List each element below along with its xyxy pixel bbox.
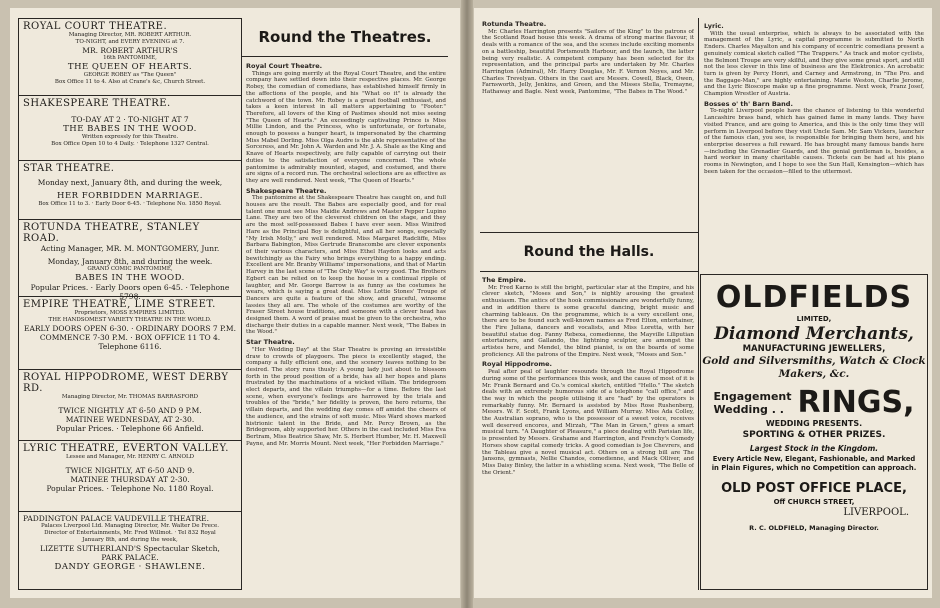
halls-column-wrapper	[480, 18, 699, 590]
section-body: Mr. Charles Harrington presents "Sailors of the King" to the patrons of the Scotland Road house this week. A drama of strong marine flavour, it deals with a romance of the sea, and the scenes include exciting moments on a battleship, beautiful Portsmouth Harbour, and the launch, the latter being very realistic. A competent company has been selected for its representation, and the principal parts are undertaken by Mr. Charles Harrington (Admiral), Mr. Harry Douglas, Mr. F. Vernon Noyes, and Mr. Charles Trevelyan. Others in the cast are Messrs. Cowell, Black, Owen, Farnsworth, Jelly, Jenkins, and Green, and the Misses Stella, Tremayne, Hathaway and Bagle. Next week, Pantomime, "The Babes in The Wood."	[482, 28, 694, 96]
ad-empire: EMPIRE THEATRE, LIME STREET. Proprietors, MOSS EMPIRES LIMITED. THE HANDSOMEST VARIETY THEATRE IN THE WORLD. EARLY DOORS OPEN 6-30. · ORDINARY DOORS 7 P.M. COMMENCE 7-30 P.M. · BOX OFFICE 11 TO 4. Telephone 6116.	[19, 297, 241, 370]
oldfields-advertisement: OLDFIELDS LIMITED, Diamond Merchants, MANUFACTURING JEWELLERS, Gold and Silversmiths, Watch & Clock Makers, &c. Engagement Wedding . . RINGS, WEDDING PRESENTS. SPORTING & OTHER PRIZES. Largest Stock in the Kingdom. Every Article New, Elegant, Fashionable, and Marked in Plain Figures, which no Competition can approach. OLD POST OFFICE PLACE, Off CHURCH STREET, LIVERPOOL. R. C. OLDFIELD, Managing Director.	[700, 274, 928, 590]
section-heading: The Empire.	[482, 276, 526, 284]
ad-paddington-palace: PADDINGTON PALACE VAUDEVILLE THEATRE. Palaces Liverpool Ltd. Managing Director, Mr. Walter De Frece. Director of Entertainments, Mr. Fred Willmot. · Tel 832 Royal January 8th, and during the week, LIZETTE SUTHERLAND'S Spectacular Sketch, PARK PALACE. DANDY GEORGE · SHAWLENE.	[23, 514, 220, 572]
section-body: Mr. Fred Karno is still the bright, particular star at the Empire, and his clever sketch, "Moses and Son," is nightly arousing the greatest enthusiasm. The antics of the hook commissionaire are wonderfully funny, and in addition there is some graceful dancing, bright music and charming tableaux. On the programme, which is a very excellent one, there are to be found such well-known names as Fred Elton, entertainer, the Fire Juliana, dancers and vocalists, and Miss Loretta, with her beautiful statue dog. Fanny Rebexa, comedienne, the Mayville Liliputian entertainers, and Gallando, the lightning sculptor, are amongst the artistes here, and Mendel, the blind pianist, is on the boards of some proficiency. All the patrons of the Empire. Next week, "Moses and Son."	[482, 284, 694, 358]
ad-star: STAR THEATRE. Monday next, January 8th, and during the week, HER FORBIDDEN MARRIAGE. Box Office 11 to 3. · Early Door 6-45. · Telephone No. 1850 Royal.	[19, 161, 241, 220]
ad-title: ROYAL COURT THEATRE.	[23, 21, 168, 32]
section-heading: Royal Hippodrome.	[482, 360, 552, 369]
section-body: The pantomime at the Shakespeare Theatre has caught on, and full houses are the result. The Babes are especially good, and for real talent one must see Miss Maidie Andrews and Master Pepper Lupino Lane. They are two of the cleverest children on the stage, and they are the most self-possessed Babes I have ever seen. Miss Winifred Hare as the Principal Boy is delightful, and all her songs, especially "My Irish Molly," are well rendered. Miss Margaret Radcliffe, Miss Barbara Babington, Miss Gertrude Branscombe are clever exponents of their various characters, and Miss Ethel Haydon looks and acts bewitchingly as the Fairy who brings everything to a happy ending. Excellent are Mr. Branby Williams' impersonations, and that of Martin Harvey in the last scene of "The Only Way" is very good. The Brothers Egbert can be relied on to keep the house in a continual ripple of laughter, and Mr. George Barrow is as funny as the costumes he wears, which is saying a great deal. Miss Lottie Stones' Troupe of Dancers are quite a feature of the show, and graceful, winsome lassies they all are. The whole of the costumes are worthy of the Fraser Street house traditions, and someone with a clever head has designed them. A word of praise must be given to the orchestra, who discharge their duties in a capable manner. Next week, "The Babes in the Wood."	[246, 195, 446, 336]
section-body: "Her Wedding Day" at the Star Theatre is proving an irresistible draw to crowds of playgoers. The piece is excellently staged, the company a fully efficient one, and the scenery leaves nothing to be desired. The story runs thusly: A young lady just about to blossom forth in the proud position of a bride, has all her hopes and plans frustrated by the machinations of a wicked villain. The bridegroom elect departs, and the villain triumphs—for a time. Before the last scene, when everyone's feelings are harrowed by the trials and troubles of the "bride," her fidelity is proven, the hero returns, the villain departs, and the wedding day comes off amidst the cheers of the audience, and the strains of soft music. Miss Ward shows marked histrionic talent in the Bride, and Mr. Percy Brown, as the Bridegroom, ably supported her. Others in the cast included Miss Eva Bertram, Miss Beatrice Shaw, Mr. S. Herbert Humber, Mr. H. Maxwell Payne, and Mr. Morris Mount. Next week, "Her Forbidden Marriage."	[246, 346, 446, 447]
round-the-halls-headline: Round the Halls.	[480, 232, 698, 272]
section-heading: Shakespeare Theatre.	[246, 186, 327, 195]
rotunda-column	[482, 18, 694, 228]
section-heading: Lyric.	[704, 22, 724, 30]
theatre-listings-column	[18, 18, 242, 590]
section-heading: Rotunda Theatre.	[482, 20, 547, 28]
section-body: Peal after peal of laughter resounds through the Royal Hippodrome during some of the performances this week, and the cause of most of it is Mr. Frank Bernard and Co.'s comical sketch, entitled "Hello." The sketch deals with an extremely humorous side of a telephone "call office," and the way in which the people utilising it are "had" by the operators is remarkably funny. Mr. Bernard is assisted by Miss Rose Rushenberg, Messrs. W. F. Scott, Frank Lyons, and William Murray. Miss Ada Colley, the Australian soprano, who is the possessor of a sweet voice, receives well deserved encores, and Mirzah, "The Man in Green," gives a smart musical turn. "A Daughter of Pleasure," a piece dealing with Parisian life, is presented by Messrs. Grahame and Harrington, and Frenchy's Comedy Horses show capital comedy tricks. A good comedian is Joe Chevrers, and the Tableau give a novel musical act. Others on a strong bill are The Jansons, gymnasts, Nellie Chandos, comedienne, and Mack Olliver, and Miss Daisy Binley, the latter in a whistling scena. Next week, "The Belle of the Orient."	[482, 369, 694, 476]
section-body: Things are going merrily at the Royal Court Theatre, and the entire company have settled down into their respective places. Mr. George Robey, the comedian of comedians, has established himself firmly in the affections of the people, and his "What oo it" is already the catchword of the town. Mr. Robey is a great football enthusiast, and takes a keen interest in all matters appertaining to "Footer." Therefore, all lovers of the King of Pastimes should not miss seeing "The Queen of Hearts." An exceedingly captivating Prince is Miss Millie Lindon, and the Princess, who is unfortunate, or fortunate, enough to possess a hunger heart, is impersonated by the charming Miss Mabel Dorling. Miss Olga Audre is the able representative of the Sorceress, and Mr. John A. Warden and Mr. J. A. Shale as the King and Knave of Hearts respectively, are fully capable of carrying out their duties to the satisfaction of everyone concerned. The whole pantomime is admirably mounted, staged, and costumed, and there are signs of a record run. The orchestral selections are as effective as they are well rendered. Next week, "The Queen of Hearts."	[246, 70, 446, 184]
section-heading: Royal Court Theatre.	[246, 62, 323, 70]
ad-shakespeare: SHAKESPEARE THEATRE. TO-DAY AT 2 · TO-NIGHT AT 7 THE BABES IN THE WOOD. Written expressly for this Theatre. Box Office Open 10 to 4 Daily. · Telephone 1327 Central.	[19, 96, 241, 161]
section-body: With the usual enterprise, which is always to be associated with the management of the Lyric, a capital programme is submitted to North Enders. Charles Mayalton and his company of eccentric comedians present a genuinely comical sketch called "The Trappers." As track and motor cyclists, the Belmont Troupe are very skilful, and they give some great sport, and still not the less clever in this line of business are the Elektronics. An acrobatic turn is given by Percy Honri, and Carney and Armstrong, in "The Pro. and the Baggage-Man," are highly entertaining. Marie Weston, Charlie Jerome, and the Lyric Bioscope make up a fine programme. Next week, Franz Josef, Champion Wrestler of Austria.	[704, 30, 924, 98]
ad-royal-hippodrome: ROYAL HIPPODROME, WEST DERBY RD. Managing Director, Mr. THOMAS BARRASFORD TWICE NIGHTLY AT 6-50 AND 9 P.M. MATINEE WEDNESDAY, AT 2-30. Popular Prices. · Telephone 66 Anfield.	[19, 370, 241, 441]
halls-column	[482, 274, 694, 590]
oldfields-name: OLDFIELDS	[715, 280, 913, 315]
rings-block: Engagement Wedding . . RINGS,	[713, 385, 915, 420]
theatres-column	[246, 60, 446, 590]
ad-lyric: LYRIC THEATRE, EVERTON VALLEY. Lessee and Manager, Mr. HENRY C. ARNOLD TWICE NIGHTLY, AT 6-50 AND 9. MATINEE THURSDAY AT 2-30. Popular Prices. · Telephone No. 1180 Royal.	[19, 441, 241, 512]
section-body: To-night Liverpool people have the chance of listening to this wonderful Lancashire brass band, which has gained fame in many lands. They have visited France, and are going to America, and this is the only time they will perform in Liverpool before they visit Uncle Sam. Mr. Sam Vickers, launcher of the famous clan, you see, is responsible for bringing them here, and his enterprise deserves a full reward. He has brought many famous bands here—including the Grenadier Guards, and the genial gentleman is, besides, a hard worker in many charitable causes. Tickets can be had at his piano rooms in Newington, and I hope to see the Sun Hall, Kensington—which has been taken for the occasion—filled to the uttermost.	[704, 108, 924, 175]
ad-rotunda: ROTUNDA THEATRE, STANLEY ROAD. Acting Manager, MR. M. MONTGOMERY, Junr. Monday, January 8th, and during the week. GRAND COMIC PANTOMIME, BABES IN THE WOOD. Popular Prices. · Early Doors open 6-45. · Telephone 5798.	[19, 220, 241, 297]
round-the-theatres-headline: Round the Theatres.	[242, 18, 448, 57]
page-gutter	[461, 0, 473, 608]
right-page	[474, 8, 932, 598]
ad-royal-court: ROYAL COURT THEATRE. Managing Director, MR. ROBERT ARTHUR. TO-NIGHT, and EVERY EVENING at 7. MR. ROBERT ARTHUR'S 16th PANTOMIME, THE QUEEN OF HEARTS. GEORGE ROBEY as "The Queen" Box Office 11 to 4. Also at Crane's &c, Church Street.	[19, 19, 241, 96]
lyric-column	[704, 20, 924, 268]
left-page	[10, 8, 460, 598]
section-heading: Star Theatre.	[246, 338, 295, 347]
section-heading: Bosses o' th' Barn Band.	[704, 99, 793, 108]
